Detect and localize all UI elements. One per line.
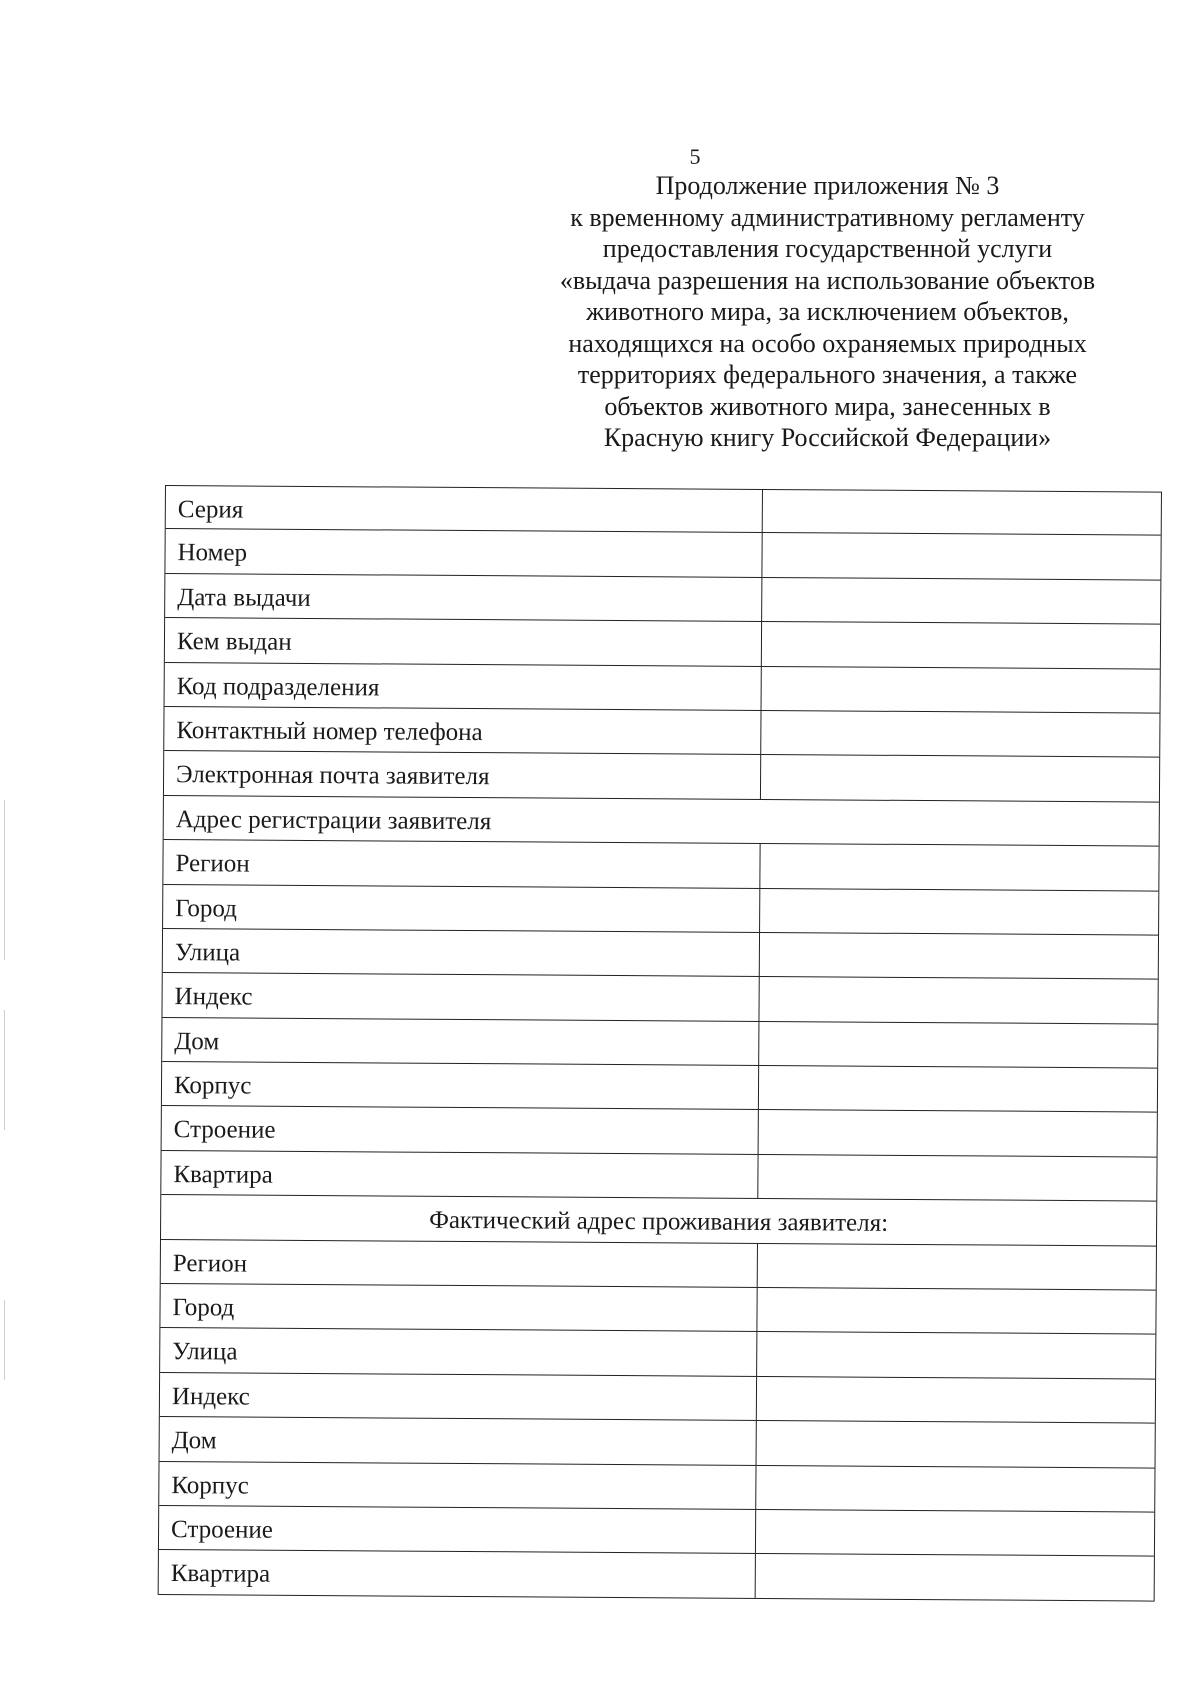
field-value-cell[interactable]: [765, 1520, 1146, 1523]
field-value-cell[interactable]: [768, 1032, 1149, 1035]
field-value-cell[interactable]: [768, 1076, 1149, 1079]
header-line: Продолжение приложения № 3: [655, 171, 1000, 200]
field-value-cell[interactable]: [768, 1165, 1149, 1168]
column-divider: [755, 1554, 756, 1597]
field-label: Квартира: [173, 1160, 273, 1189]
field-label: Электронная почта заявителя: [175, 761, 490, 791]
column-divider: [758, 1110, 759, 1153]
field-value-cell[interactable]: [770, 765, 1151, 768]
header-line: территориях федерального значения, а также: [577, 360, 1078, 389]
table-row: [162, 973, 1157, 1024]
field-value-cell[interactable]: [771, 588, 1152, 591]
column-divider: [755, 1466, 756, 1509]
table-row: [165, 529, 1160, 580]
table-row: [161, 1151, 1156, 1202]
field-label: Корпус: [173, 1072, 252, 1100]
field-label: Индекс: [174, 983, 253, 1011]
field-value-cell[interactable]: [772, 500, 1153, 503]
field-value-cell[interactable]: [771, 632, 1152, 635]
table-row: [160, 1284, 1155, 1335]
field-label: Регион: [175, 850, 250, 878]
table-row: [160, 1373, 1155, 1424]
column-divider: [761, 667, 762, 710]
field-label: Улица: [172, 1338, 238, 1366]
header-line: Красную книгу Российской Федерации»: [603, 423, 1052, 452]
column-divider: [761, 622, 762, 665]
table-row: [160, 1417, 1155, 1468]
header-line: объектов животного мира, занесенных в: [604, 391, 1051, 421]
table-row: [159, 1462, 1154, 1513]
field-label: Регион: [172, 1249, 248, 1278]
field-value-cell[interactable]: [770, 854, 1151, 857]
field-label: Город: [172, 1294, 235, 1322]
column-divider: [761, 533, 762, 576]
column-divider: [756, 1288, 757, 1331]
field-value-cell[interactable]: [769, 899, 1150, 902]
field-label: Дом: [174, 1027, 220, 1056]
field-value-cell[interactable]: [767, 1298, 1148, 1301]
header-line: животного мира, за исключением объектов,: [586, 297, 1069, 326]
appendix-header: [520, 170, 1135, 454]
column-divider: [759, 933, 760, 976]
column-divider: [758, 977, 759, 1020]
table-row: [165, 663, 1160, 714]
field-label: Номер: [177, 539, 248, 567]
column-divider: [756, 1377, 757, 1420]
field-value-cell[interactable]: [766, 1387, 1147, 1390]
field-value-cell[interactable]: [769, 943, 1150, 946]
field-value-cell[interactable]: [769, 987, 1150, 990]
scan-margin-mark: [4, 800, 5, 960]
field-value-cell[interactable]: [772, 543, 1153, 546]
header-line: находящихся на особо охраняемых природных: [568, 328, 1087, 358]
scan-margin-mark: [4, 1300, 5, 1380]
applicant-form-table: [158, 485, 1162, 1601]
table-row: [159, 1550, 1154, 1601]
table-row: [165, 618, 1160, 669]
column-divider: [758, 1022, 759, 1065]
field-value-cell[interactable]: [766, 1342, 1147, 1345]
field-label: Строение: [173, 1116, 276, 1145]
column-divider: [759, 888, 760, 931]
header-line: к временному административному регламенту: [570, 202, 1085, 232]
section-header-row: [161, 1195, 1156, 1246]
table-row: [163, 885, 1158, 936]
column-divider: [756, 1332, 757, 1375]
column-divider: [760, 755, 761, 798]
field-label: Строение: [170, 1516, 274, 1544]
column-divider: [757, 1155, 758, 1198]
table-row: [161, 1240, 1156, 1291]
table-row: [163, 840, 1158, 891]
field-value-cell[interactable]: [767, 1254, 1148, 1257]
field-value-cell[interactable]: [765, 1564, 1146, 1567]
field-label: Индекс: [171, 1382, 250, 1411]
field-label: Город: [175, 894, 238, 923]
field-value-cell[interactable]: [771, 677, 1152, 680]
field-label: Квартира: [170, 1560, 271, 1589]
section-title: Фактический адрес проживания заявителя:: [429, 1207, 889, 1238]
scan-margin-mark: [4, 1010, 5, 1130]
field-value-cell[interactable]: [766, 1431, 1147, 1434]
section-title: Адрес регистрации заявителя: [175, 805, 492, 835]
column-divider: [760, 711, 761, 754]
column-divider: [759, 844, 760, 887]
column-divider: [756, 1421, 757, 1464]
column-divider: [755, 1510, 756, 1553]
page-number: 5: [689, 144, 701, 169]
field-label: Контактный номер телефона: [176, 717, 483, 747]
table-row: [164, 707, 1159, 758]
field-value-cell[interactable]: [765, 1476, 1146, 1479]
table-row: [164, 751, 1159, 802]
field-label: Серия: [177, 496, 244, 524]
column-divider: [762, 490, 763, 532]
column-divider: [758, 1066, 759, 1109]
table-row: [166, 485, 1161, 536]
field-value-cell[interactable]: [770, 721, 1151, 724]
field-label: Код подразделения: [176, 672, 380, 701]
field-label: Дата выдачи: [177, 583, 311, 612]
field-value-cell[interactable]: [768, 1120, 1149, 1123]
table-row: [165, 574, 1160, 625]
header-line: предоставления государственной услуги: [602, 234, 1053, 263]
table-row: [162, 1018, 1157, 1069]
section-header-row: [164, 796, 1159, 847]
field-label: Улица: [174, 938, 241, 967]
table-row: [159, 1506, 1154, 1557]
field-label: Кем выдан: [176, 628, 292, 657]
table-row: [163, 929, 1158, 980]
field-label: Дом: [171, 1427, 217, 1455]
field-label: Корпус: [171, 1471, 249, 1500]
table-row: [162, 1062, 1157, 1113]
table-row: [162, 1106, 1157, 1157]
table-row: [160, 1328, 1155, 1379]
column-divider: [757, 1244, 758, 1287]
column-divider: [761, 578, 762, 621]
header-line: «выдача разрешения на использование объектов: [559, 265, 1096, 295]
